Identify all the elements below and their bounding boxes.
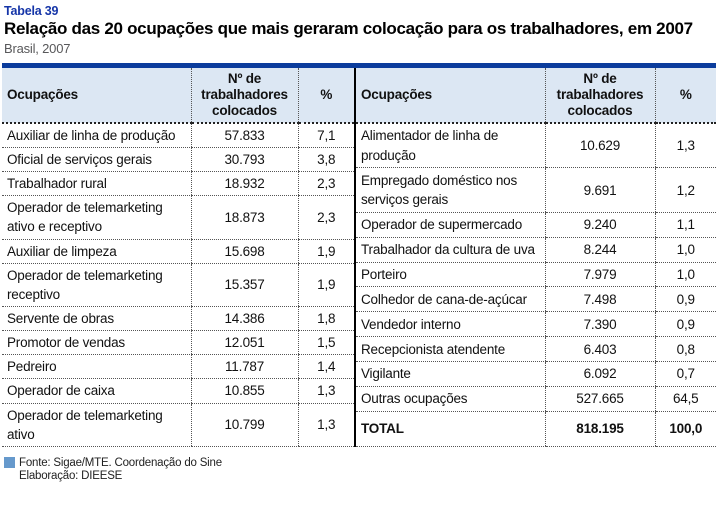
percent-header: %	[655, 68, 716, 123]
table-row	[2, 331, 354, 355]
occupation-cell: Pedreiro	[2, 355, 191, 379]
workers-cell: 15.357	[191, 263, 298, 306]
percent-cell: 1,0	[655, 237, 716, 262]
occupation-cell: Outras ocupações	[356, 386, 545, 411]
workers-cell: 9.691	[545, 168, 655, 213]
source-text: Fonte: Sigae/MTE. Coordenação do Sine	[19, 456, 222, 469]
percent-cell: 3,8	[298, 147, 354, 171]
table-row	[356, 212, 716, 237]
occupations-table	[2, 63, 716, 447]
page-title: Relação das 20 ocupações que mais geraram colocação para os trabalhadores, em 2007	[4, 19, 693, 38]
workers-cell: 8.244	[545, 237, 655, 262]
percent-cell: 1,0	[655, 262, 716, 287]
occupation-cell: Servente de obras	[2, 306, 191, 330]
occupation-cell: TOTAL	[356, 411, 545, 446]
workers-cell: 10.855	[191, 379, 298, 403]
left-table	[2, 68, 354, 447]
workers-cell: 9.240	[545, 212, 655, 237]
percent-cell: 1,3	[298, 403, 354, 446]
occupation-cell: Oficial de serviços gerais	[2, 147, 191, 171]
occupation-cell: Auxiliar de linha de produção	[2, 123, 191, 148]
table-right-half	[356, 68, 716, 447]
workers-cell: 7.979	[545, 262, 655, 287]
percent-cell: 1,3	[655, 123, 716, 168]
table-number-label: Tabela 39	[4, 4, 59, 18]
occupation-cell: Vendedor interno	[356, 312, 545, 337]
page-subtitle: Brasil, 2007	[4, 40, 71, 56]
occupation-cell: Trabalhador rural	[2, 172, 191, 196]
table-row	[2, 403, 354, 446]
workers-cell: 818.195	[545, 411, 655, 446]
occupation-cell: Auxiliar de limpeza	[2, 239, 191, 263]
table-row	[356, 262, 716, 287]
table-row	[356, 312, 716, 337]
percent-cell: 1,9	[298, 263, 354, 306]
header-row	[356, 68, 716, 123]
occupation-cell: Trabalhador da cultura de uva	[356, 237, 545, 262]
table-row	[2, 379, 354, 403]
workers-cell: 7.498	[545, 287, 655, 312]
table-row	[2, 355, 354, 379]
percent-cell: 2,3	[298, 172, 354, 196]
workers-header: Nº de trabalhadores colocados	[191, 68, 298, 123]
workers-cell: 14.386	[191, 306, 298, 330]
workers-cell: 6.403	[545, 337, 655, 362]
table-row	[356, 237, 716, 262]
workers-cell: 18.873	[191, 196, 298, 239]
table-row	[356, 362, 716, 387]
table-left-half	[2, 68, 356, 447]
workers-cell: 527.665	[545, 386, 655, 411]
table-row	[2, 239, 354, 263]
table-row	[356, 386, 716, 411]
workers-cell: 10.799	[191, 403, 298, 446]
workers-cell: 11.787	[191, 355, 298, 379]
occupation-cell: Colhedor de cana-de-açúcar	[356, 287, 545, 312]
occupation-cell: Empregado doméstico nos serviços gerais	[356, 168, 545, 213]
source-square-icon	[4, 457, 15, 468]
table-row	[356, 168, 716, 213]
percent-cell: 64,5	[655, 386, 716, 411]
percent-cell: 1,4	[298, 355, 354, 379]
percent-cell: 0,7	[655, 362, 716, 387]
table-row	[2, 306, 354, 330]
occupation-cell: Operador de telemarketing ativo e receptivo	[2, 196, 191, 239]
percent-cell: 7,1	[298, 123, 354, 148]
table-row	[2, 147, 354, 171]
occupation-cell: Operador de caixa	[2, 379, 191, 403]
occupation-cell: Operador de telemarketing ativo	[2, 403, 191, 446]
percent-cell: 1,1	[655, 212, 716, 237]
workers-cell: 57.833	[191, 123, 298, 148]
elaboration-text: Elaboração: DIEESE	[19, 469, 123, 482]
table-row	[356, 287, 716, 312]
workers-cell: 12.051	[191, 331, 298, 355]
percent-cell: 0,9	[655, 312, 716, 337]
percent-cell: 1,5	[298, 331, 354, 355]
table-row	[2, 263, 354, 306]
percent-cell: 0,8	[655, 337, 716, 362]
occupation-cell: Promotor de vendas	[2, 331, 191, 355]
occupation-cell: Recepcionista atendente	[356, 337, 545, 362]
table-row	[2, 172, 354, 196]
workers-cell: 6.092	[545, 362, 655, 387]
occupation-cell: Porteiro	[356, 262, 545, 287]
workers-cell: 10.629	[545, 123, 655, 168]
occupations-header: Ocupações	[2, 68, 191, 123]
percent-cell: 2,3	[298, 196, 354, 239]
table-row	[356, 411, 716, 446]
right-table	[356, 68, 716, 447]
table-row	[2, 196, 354, 239]
table-row	[2, 123, 354, 148]
table-row	[356, 123, 716, 168]
workers-cell: 18.932	[191, 172, 298, 196]
occupation-cell: Operador de telemarketing receptivo	[2, 263, 191, 306]
workers-cell: 7.390	[545, 312, 655, 337]
percent-cell: 1,2	[655, 168, 716, 213]
percent-cell: 1,9	[298, 239, 354, 263]
occupation-cell: Vigilante	[356, 362, 545, 387]
occupation-cell: Operador de supermercado	[356, 212, 545, 237]
percent-header: %	[298, 68, 354, 123]
table-row	[356, 337, 716, 362]
occupation-cell: Alimentador de linha de produção	[356, 123, 545, 168]
percent-cell: 1,3	[298, 379, 354, 403]
occupations-header: Ocupações	[356, 68, 545, 123]
percent-cell: 100,0	[655, 411, 716, 446]
table-footer	[4, 457, 716, 482]
workers-cell: 15.698	[191, 239, 298, 263]
percent-cell: 0,9	[655, 287, 716, 312]
workers-cell: 30.793	[191, 147, 298, 171]
header-row	[2, 68, 354, 123]
workers-header: Nº de trabalhadores colocados	[545, 68, 655, 123]
percent-cell: 1,8	[298, 306, 354, 330]
